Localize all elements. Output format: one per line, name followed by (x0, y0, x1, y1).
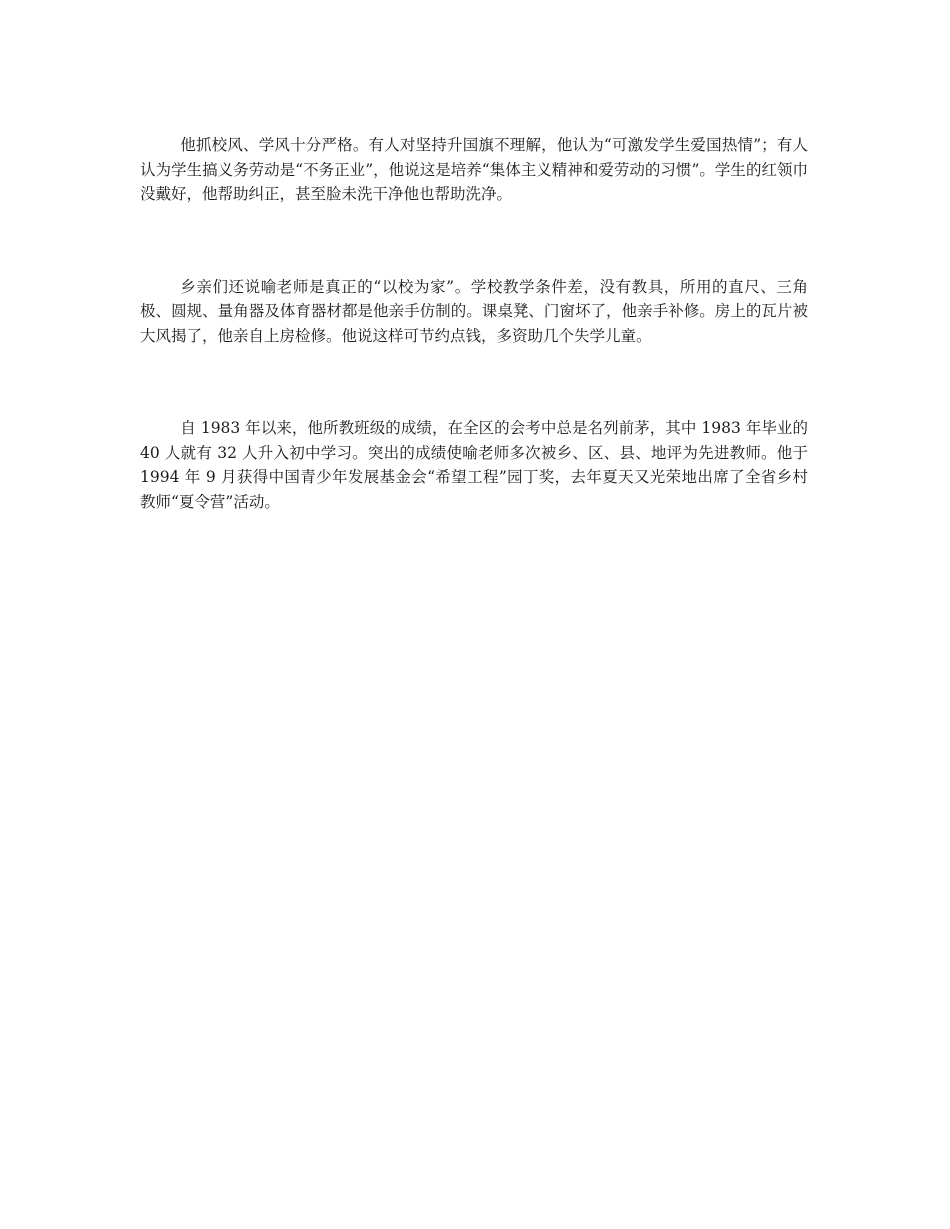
document-body (140, 133, 808, 514)
paragraph-discipline: 他抓校风、学风十分严格。有人对坚持升国旗不理解，他认为“可激发学生爱国热情”；有人认为学生搞义务劳动是“不务正业”，他说这是培养“集体主义精神和爱劳动的习惯”。学生的红领巾没戴好，他帮助纠正，甚至脸未洗干净他也帮助洗净。 (140, 136, 808, 203)
paragraph-achievements: 自 1983 年以来，他所教班级的成绩，在全区的会考中总是名列前茅，其中 1983 年毕业的 40 人就有 32 人升入初中学习。突出的成绩使喻老师多次被乡、区、县、地评为先进教师。他于 1994 年 9 月获得中国青少年发展基金会“希望工程”园丁奖，去年夏天又光荣地出席了全省乡村教师“夏令营”活动。 (140, 419, 808, 511)
paragraph-school-as-home: 乡亲们还说喻老师是真正的“以校为家”。学校教学条件差，没有教具，所用的直尺、三角极、圆规、量角器及体育器材都是他亲手仿制的。课桌凳、门窗坏了，他亲手补修。房上的瓦片被大风揭了，他亲自上房检修。他说这样可节约点钱，多资助几个失学儿童。 (140, 277, 808, 345)
